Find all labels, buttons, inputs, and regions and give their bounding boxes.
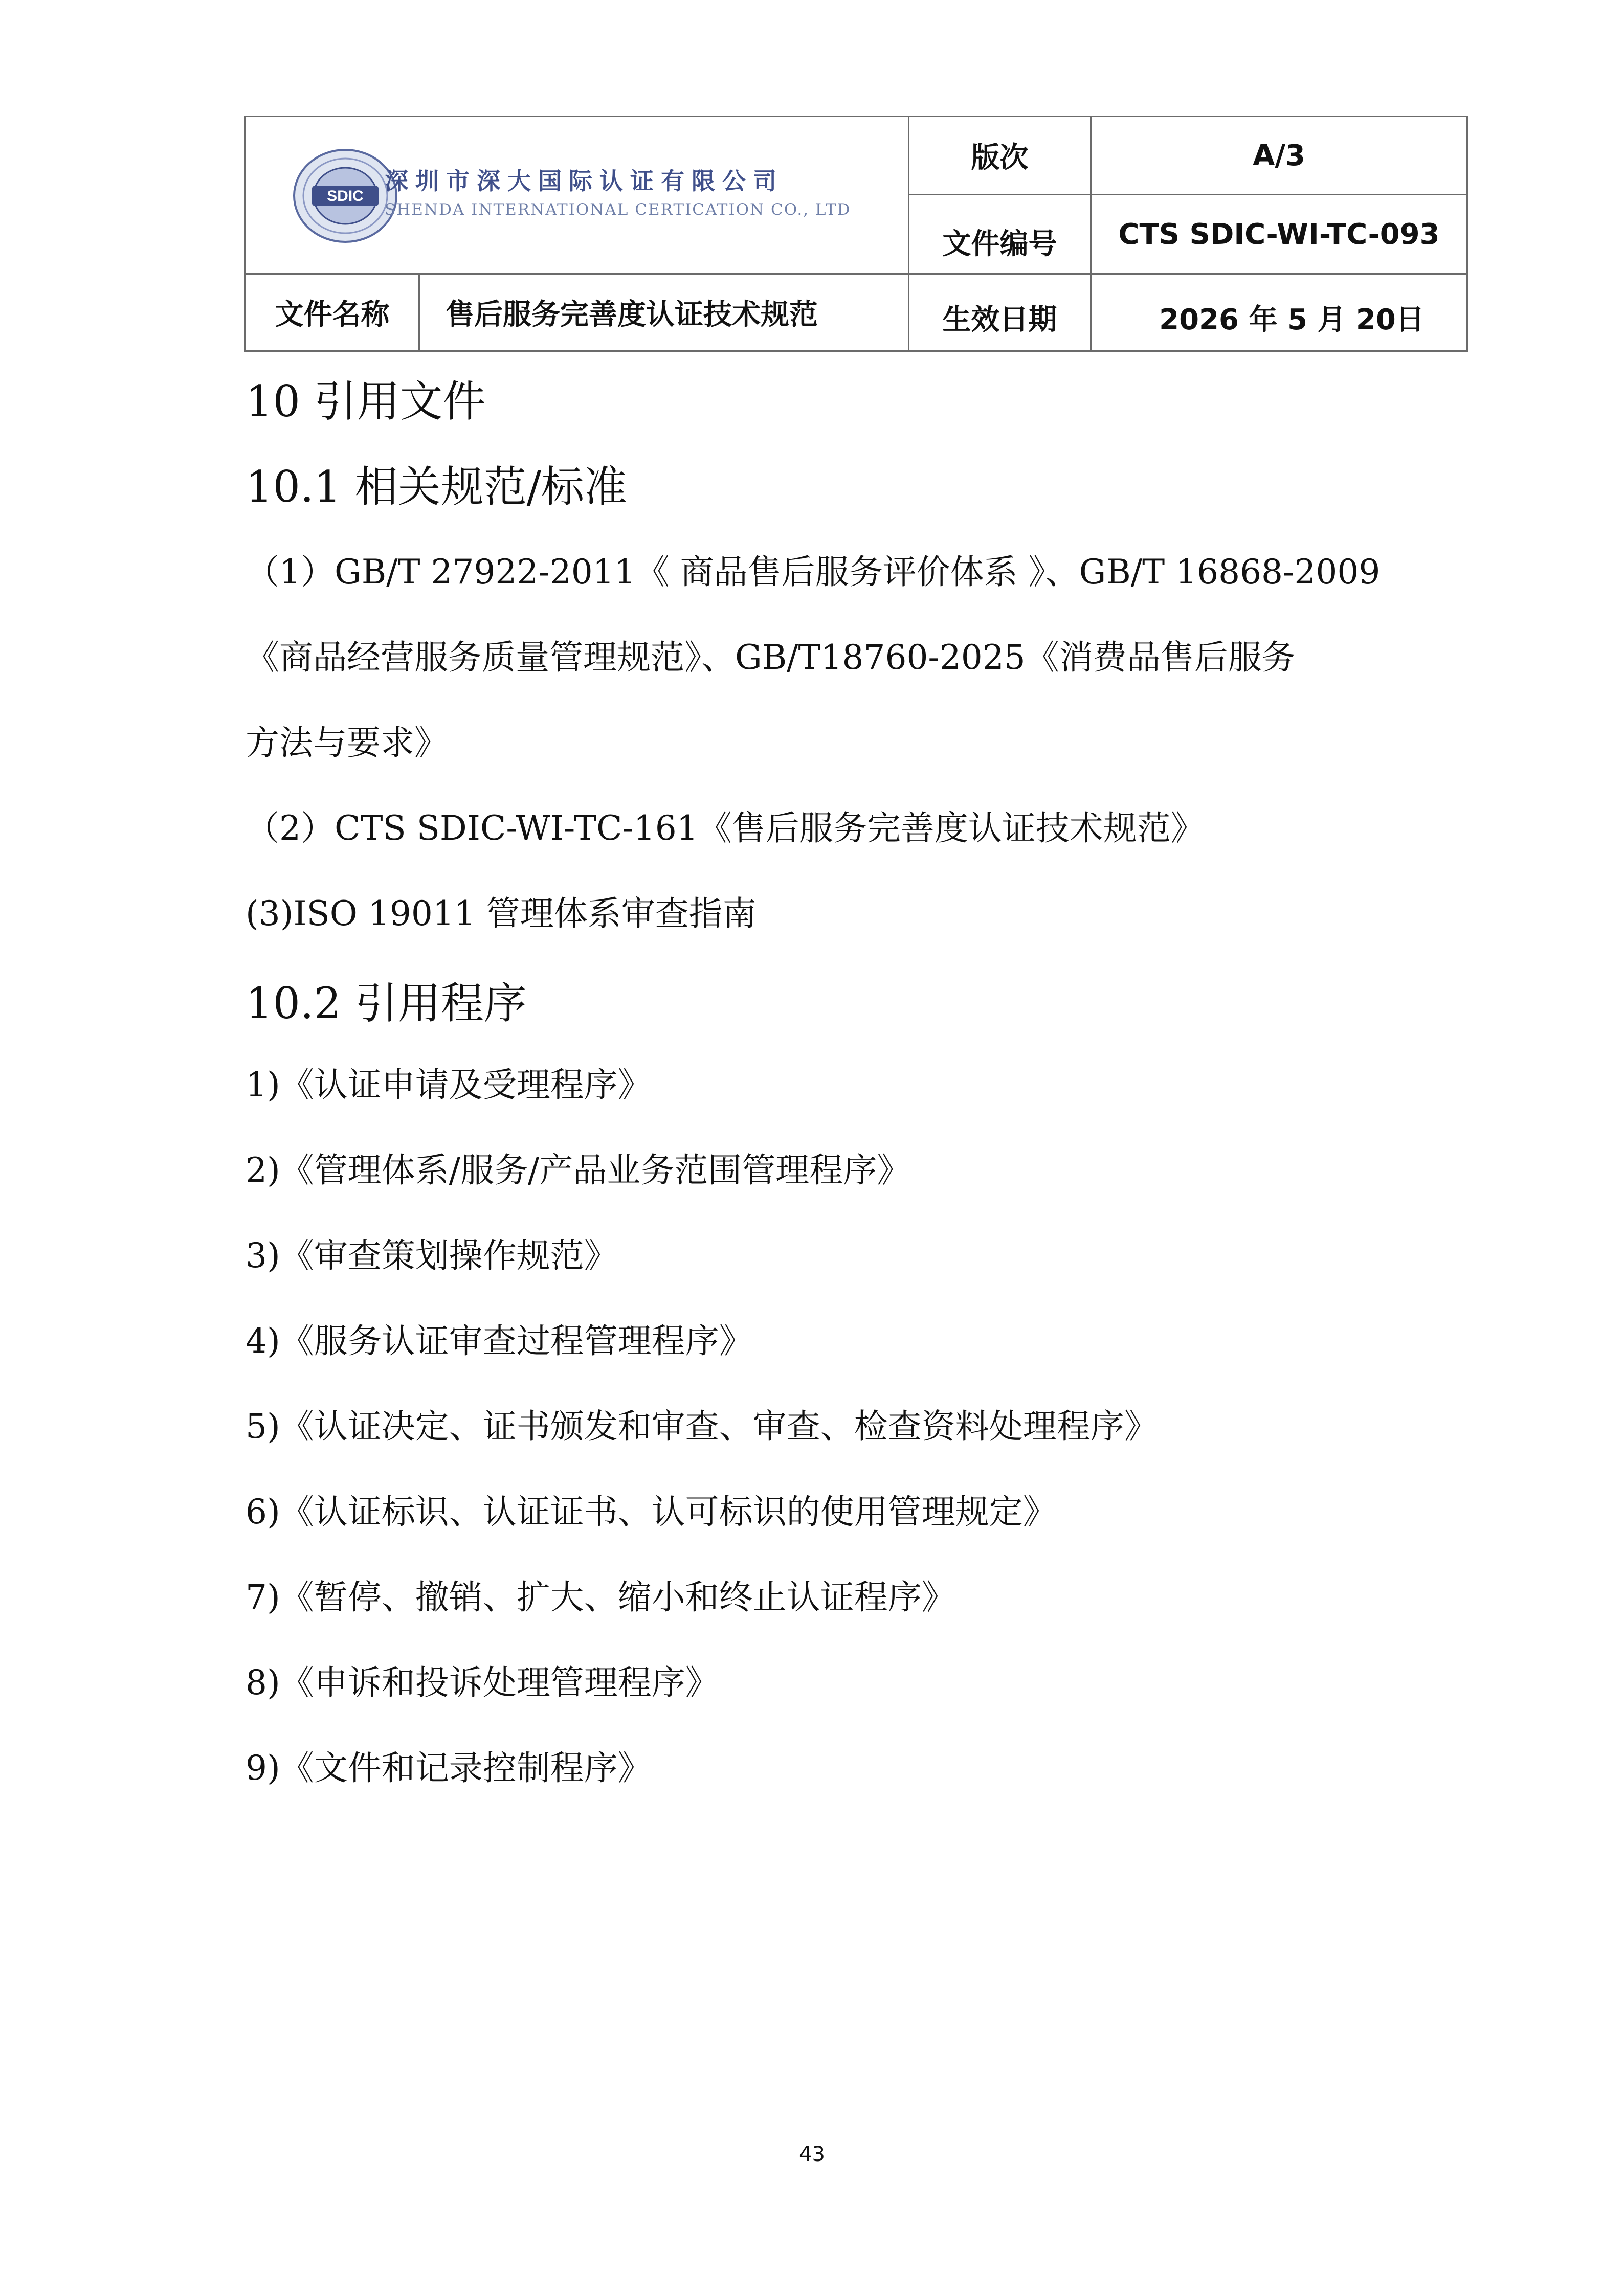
subsection-title-1: 10.1 相关规范/标准 bbox=[246, 462, 628, 512]
doc-no-value: CTS SDIC-WI-TC-093 bbox=[1118, 217, 1440, 251]
list-item: 2)《管理体系/服务/产品业务范围管理程序》 bbox=[246, 1151, 911, 1190]
list-item: 5)《认证决定、证书颁发和审查、审查、检查资料处理程序》 bbox=[246, 1407, 1158, 1446]
paragraph-line: 方法与要求》 bbox=[246, 723, 448, 762]
list-item: 3)《审查策划操作规范》 bbox=[246, 1236, 618, 1275]
logo-text: SDIC bbox=[327, 188, 364, 205]
subsection-title-2: 10.2 引用程序 bbox=[246, 978, 527, 1028]
list-item: 6)《认证标识、认证证书、认可标识的使用管理规定》 bbox=[246, 1492, 1057, 1532]
list-item: 1)《认证申请及受理程序》 bbox=[246, 1065, 652, 1105]
paragraph-line: （2）CTS SDIC-WI-TC-161《售后服务完善度认证技术规范》 bbox=[246, 808, 1205, 848]
page-number: 43 bbox=[799, 2143, 825, 2166]
paragraph-line: 《商品经营服务质量管理规范》、GB/T18760-2025《消费品售后服务 bbox=[246, 638, 1296, 677]
list-item: 7)《暂停、撤销、扩大、缩小和终止认证程序》 bbox=[246, 1578, 955, 1617]
company-name-en: SHENDA INTERNATIONAL CERTICATION CO., LTD bbox=[385, 200, 851, 219]
effective-label: 生效日期 bbox=[942, 303, 1057, 336]
paragraph-line: (3)ISO 19011 管理体系审查指南 bbox=[246, 894, 757, 933]
doc-name-label: 文件名称 bbox=[275, 298, 390, 331]
company-name-cn: 深圳市深大国际认证有限公司 bbox=[385, 167, 784, 195]
company-logo bbox=[292, 147, 399, 244]
section-title: 10 引用文件 bbox=[246, 376, 486, 426]
list-item: 4)《服务认证审查过程管理程序》 bbox=[246, 1321, 753, 1361]
header-table bbox=[244, 116, 1468, 352]
doc-name-value: 售后服务完善度认证技术规范 bbox=[446, 298, 818, 331]
version-value: A/3 bbox=[1253, 139, 1305, 172]
version-label: 版次 bbox=[971, 141, 1029, 174]
list-item: 9)《文件和记录控制程序》 bbox=[246, 1748, 652, 1788]
effective-value: 2026 年 5 月 20日 bbox=[1159, 303, 1425, 336]
doc-no-label: 文件编号 bbox=[942, 228, 1057, 261]
list-item: 8)《申诉和投诉处理管理程序》 bbox=[246, 1663, 719, 1702]
paragraph-line: （1）GB/T 27922-2011《 商品售后服务评价体系 》、GB/T 16868-2009 bbox=[246, 552, 1381, 592]
